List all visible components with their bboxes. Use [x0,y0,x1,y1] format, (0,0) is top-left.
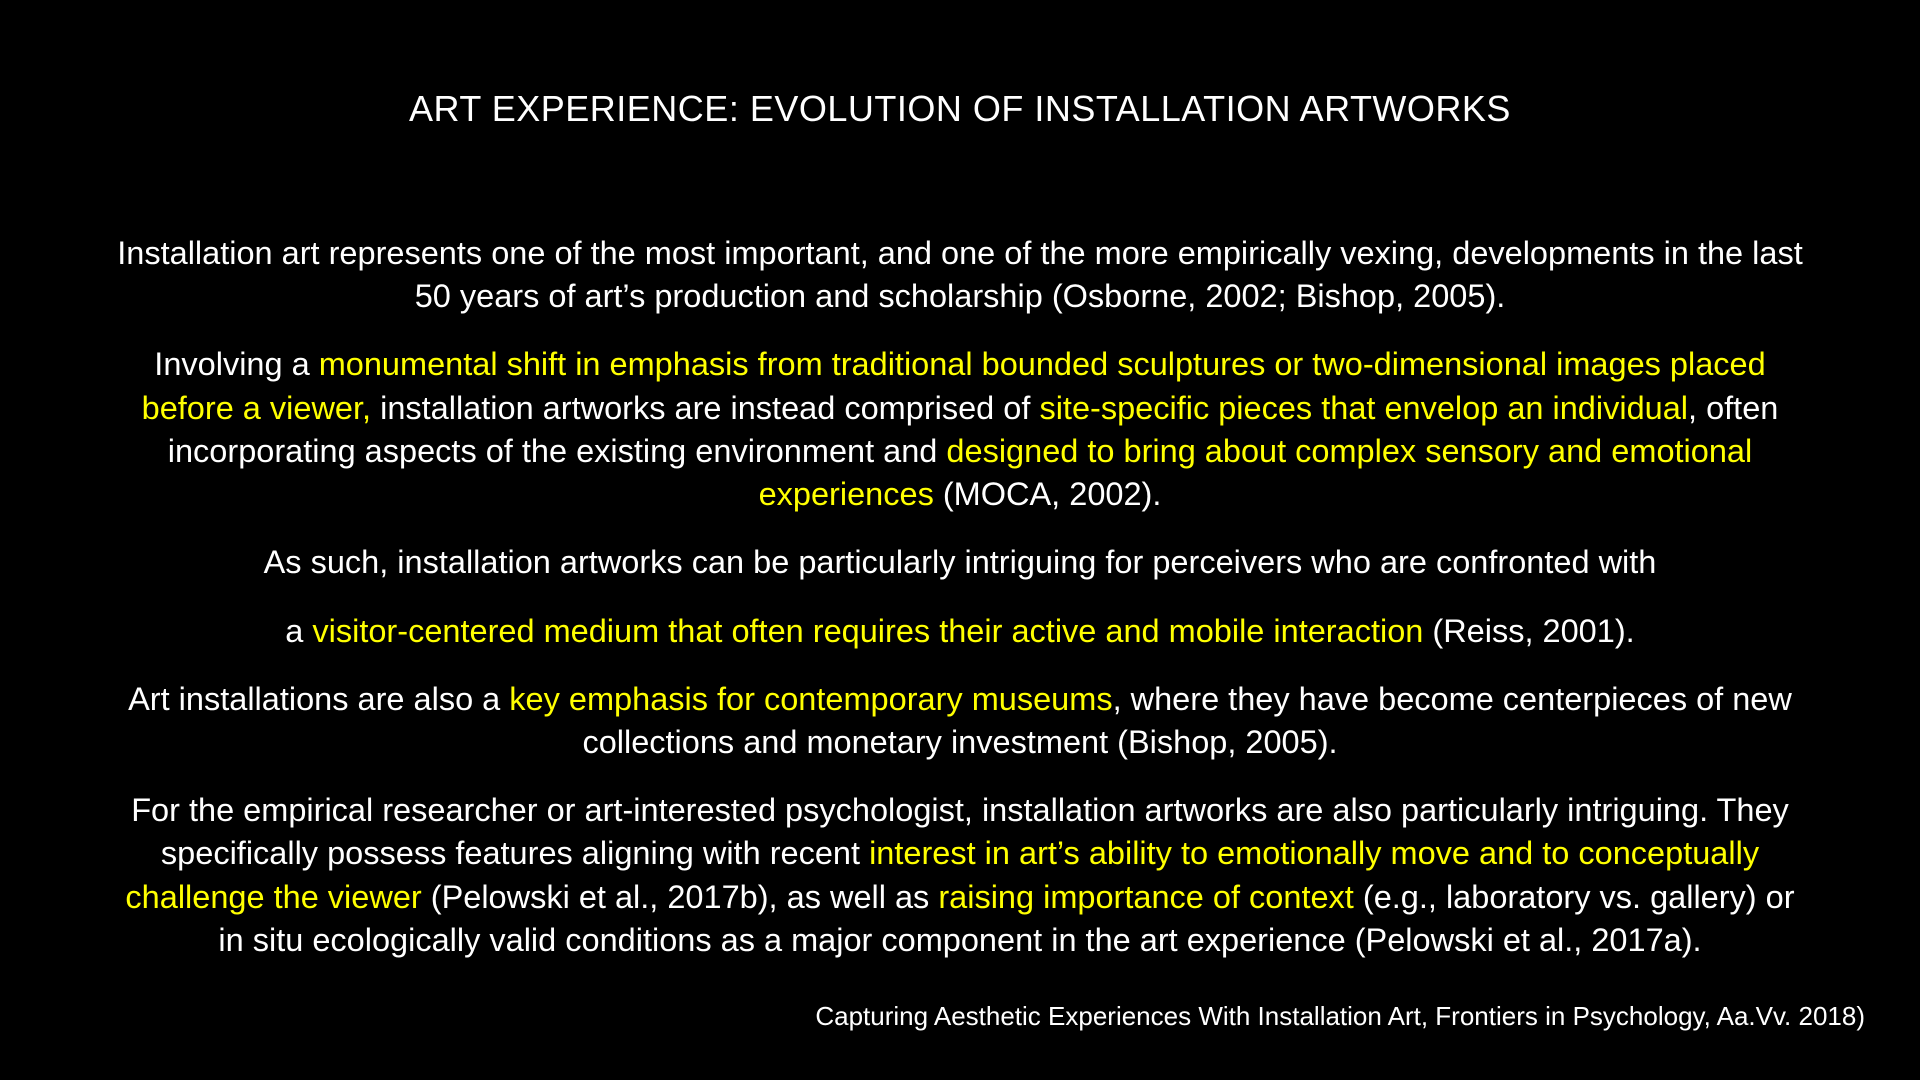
highlighted-text-run: visitor-centered medium that often requires their active and mobile interaction [312,612,1424,649]
text-run: (Reiss, 2001). [1423,612,1635,649]
paragraph [115,610,1805,653]
highlighted-text-run: site-specific pieces that envelop an individual [1039,389,1689,426]
slide-body-text [115,232,1805,962]
slide-title: ART EXPERIENCE: EVOLUTION OF INSTALLATION ARTWORKS [409,88,1511,129]
text-run: , where they have become centerpieces of new collections and monetary investment (Bishop, 2005). [582,680,1792,760]
paragraph [115,232,1805,318]
highlighted-text-run: monumental shift in emphasis from traditional bounded sculptures or two-dimensional images placed before a viewer, [141,346,1766,426]
text-run: Installation art represents one of the most important, and one of the more empirically vexing, developments in the last 50 years of art’s production and scholarship (Osborne, 2002; Bishop, 2005). [117,235,1803,315]
highlighted-text-run: designed to bring about complex sensory and emotional experiences [758,432,1753,513]
paragraph [115,541,1805,584]
text-run: (MOCA, 2002). [933,476,1162,513]
highlighted-text-run: key emphasis for contemporary museums [509,680,1113,717]
citation-footer: Capturing Aesthetic Experiences With Installation Art, Frontiers in Psychology, Aa.Vv. 2018) [815,1001,1865,1031]
paragraph [115,678,1805,764]
text-run: (e.g., laboratory vs. gallery) or in situ ecologically valid conditions as a major component in the art experience (Pelowski et al., 2017a). [218,878,1795,958]
text-run: Art installations are also a [128,680,510,717]
text-run: (Pelowski et al., 2017b), as well as [421,878,939,915]
highlighted-text-run: raising importance of context [938,878,1354,915]
text-run: , often incorporating aspects of the existing environment and [167,389,1779,469]
text-run: As such, installation artworks can be particularly intriguing for perceivers who are confronted with [263,544,1657,581]
text-run: installation artworks are instead comprised of [371,389,1040,426]
text-run: a [285,612,313,649]
paragraph [115,789,1805,962]
text-run: Involving a [154,346,319,383]
text-run: For the empirical researcher or art-interested psychologist, installation artworks are also particularly intriguing. They specifically possess features aligning with recent [131,792,1789,872]
highlighted-text-run: interest in art’s ability to emotionally move and to conceptually challenge the viewer [125,835,1760,915]
paragraph [115,343,1805,516]
